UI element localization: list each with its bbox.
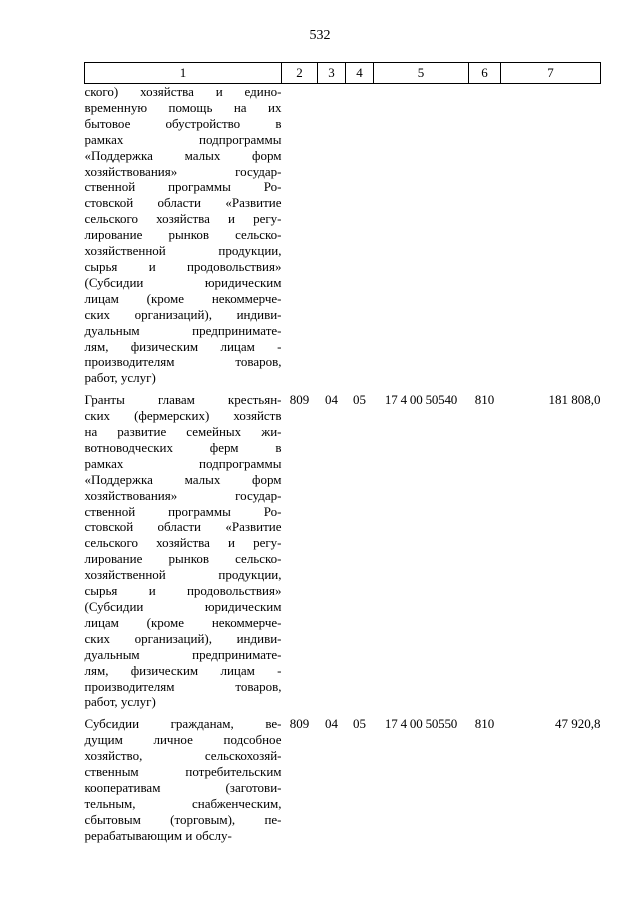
description-line: стовской области «Развитие [84, 195, 282, 211]
section-code: 04 [325, 716, 338, 732]
description-line: сырья и продовольствия» [84, 258, 282, 274]
description-line: хозяйствования» государ- [84, 163, 282, 179]
amount [501, 84, 601, 393]
subsection-code: 05 [353, 392, 366, 408]
description-line: «Поддержка малых форм [84, 471, 282, 487]
description-line: «Поддержка малых форм [84, 147, 282, 163]
description-line: лирование рынков сельско- [84, 551, 282, 567]
description-line: дуальным предпринимате- [84, 322, 282, 338]
description-line: рамках подпрограммы [84, 131, 282, 147]
amount: 181 808,0 [548, 392, 601, 408]
table-row [85, 84, 601, 393]
description-line: (Субсидии юридическим [84, 599, 282, 614]
description-line: на развитие семейных жи- [84, 424, 282, 440]
description-line: временную помощь на их [84, 99, 282, 115]
section-code [318, 84, 346, 393]
expense-type-code [469, 84, 501, 393]
target-article-code: 17 4 00 50540 [384, 392, 458, 408]
page-number: 532 [309, 28, 331, 43]
description-line: работ, услуг) [84, 694, 156, 710]
header-row [85, 63, 601, 84]
description-line: хозяйственной продукции, [84, 243, 282, 259]
header-col-4: 4 [346, 63, 374, 84]
description-line: дущим личное подсобное [84, 732, 282, 748]
description-line: сбытовым (торговым), пе- [84, 811, 282, 827]
description-line: лицам (кроме некоммерче- [84, 614, 282, 630]
description-line: производителям товаров, [84, 354, 282, 370]
section-code: 04 [325, 392, 338, 408]
description-line: Субсидии гражданам, ве- [84, 716, 282, 732]
subsection-code [346, 84, 374, 393]
description-line: сельского хозяйства и регу- [84, 211, 282, 227]
header-col-1: 1 [85, 63, 282, 84]
target-article-code [374, 84, 469, 393]
description-line: рамках подпрограммы [84, 455, 282, 471]
description-line: кооперативам (заготови- [84, 779, 282, 795]
description-line: дуальным предпринимате- [84, 646, 282, 662]
description-line: сельского хозяйства и регу- [84, 535, 282, 551]
row-description [85, 392, 282, 716]
description-line: ских организаций), индиви- [84, 306, 282, 322]
header-col-7: 7 [501, 63, 601, 84]
description-line: (Субсидии юридическим [84, 274, 282, 290]
description-line: Гранты главам крестьян- [84, 392, 282, 408]
description-line: сырья и продовольствия» [84, 583, 282, 599]
ministry-code [282, 84, 318, 393]
description-line: ского) хозяйства и едино- [84, 84, 282, 99]
description-line: ственным потребительским [84, 764, 282, 780]
description-line: ственной программы Ро- [84, 503, 282, 519]
ministry-code: 809 [289, 392, 310, 408]
header-col-5: 5 [374, 63, 469, 84]
header-col-6: 6 [469, 63, 501, 84]
description-line: рерабатывающим и обслу- [84, 827, 232, 843]
budget-table [84, 62, 601, 850]
ministry-code: 809 [289, 716, 310, 732]
row-description [85, 84, 282, 393]
description-line: работ, услуг) [84, 370, 156, 386]
amount: 47 920,8 [555, 716, 601, 732]
description-line: хозяйственной продукции, [84, 567, 282, 583]
description-line: тельным, снабженческим, [84, 795, 282, 811]
description-line: вотноводческих ферм в [84, 439, 282, 455]
description-line: лицам (кроме некоммерче- [84, 290, 282, 306]
description-line: бытовое обустройство в [84, 115, 282, 131]
description-line: хозяйствования» государ- [84, 487, 282, 503]
target-article-code: 17 4 00 50550 [384, 716, 458, 732]
description-line: ских организаций), индиви- [84, 630, 282, 646]
description-line: ственной программы Ро- [84, 179, 282, 195]
table-row [85, 716, 601, 849]
subsection-code: 05 [353, 716, 366, 732]
header-col-2: 2 [282, 63, 318, 84]
description-line: ских (фермерских) хозяйств [84, 408, 282, 424]
description-line: хозяйство, сельскохозяй- [84, 748, 282, 764]
expense-type-code: 810 [474, 392, 495, 408]
table-row [85, 392, 601, 716]
header-col-3: 3 [318, 63, 346, 84]
row-description [85, 716, 282, 849]
description-line: стовской области «Развитие [84, 519, 282, 535]
description-line: лирование рынков сельско- [84, 227, 282, 243]
description-line: лям, физическим лицам - [84, 338, 282, 354]
expense-type-code: 810 [474, 716, 495, 732]
description-line: лям, физическим лицам - [84, 662, 282, 678]
description-line: производителям товаров, [84, 678, 282, 694]
